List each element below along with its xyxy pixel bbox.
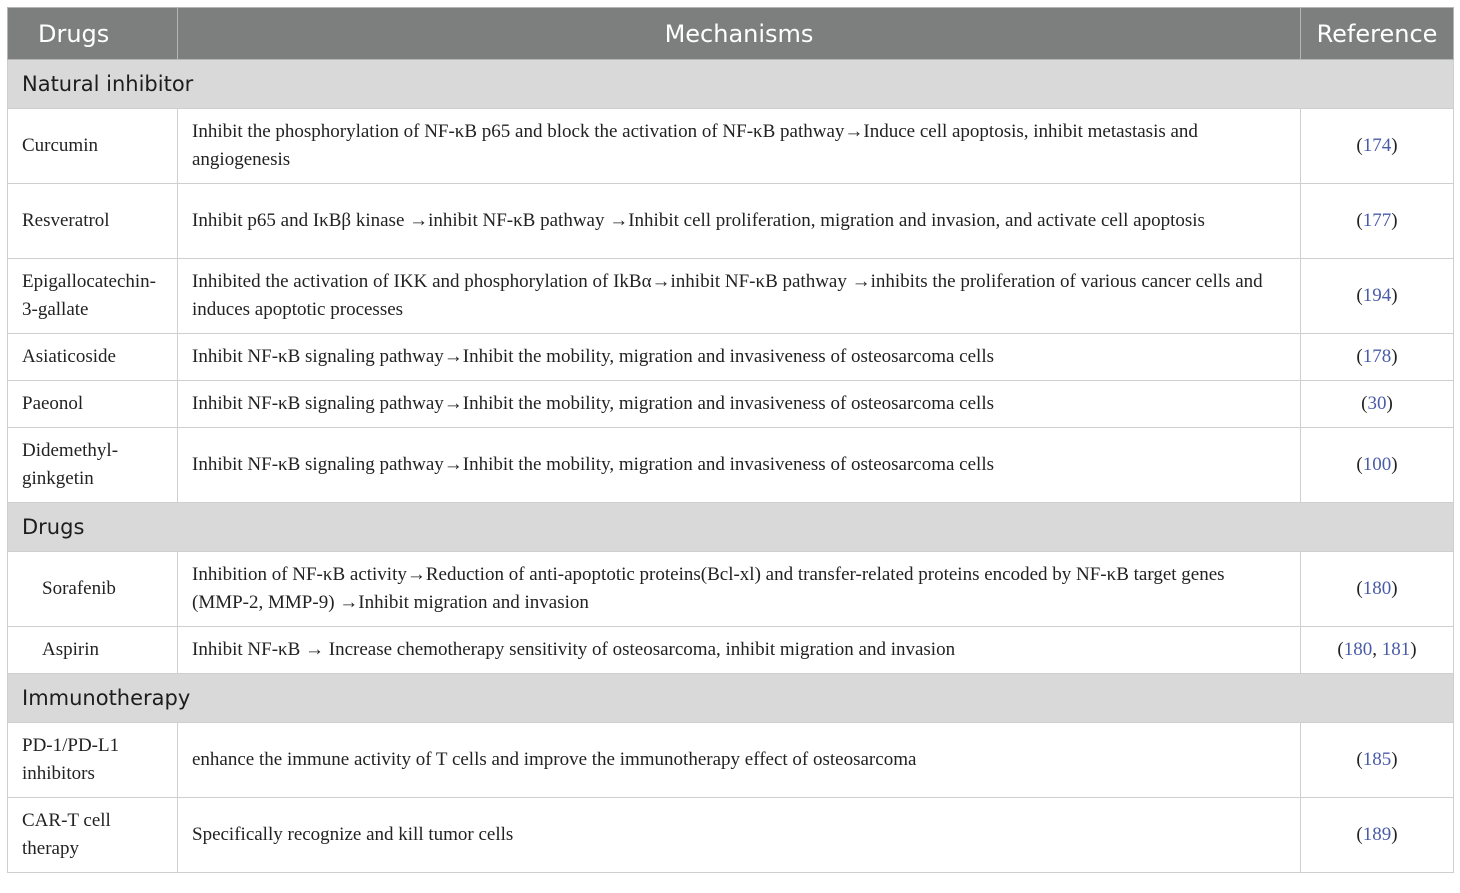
reference-cell: (194) <box>1301 259 1454 334</box>
reference-cell: (185) <box>1301 723 1454 798</box>
mechanism-text: Inhibit NF-κB signaling pathway→Inhibit the mobility, migration and invasiveness of osteosarcoma cells <box>178 334 1301 381</box>
drug-name: Epigallocatechin-3-gallate <box>8 259 178 334</box>
mechanism-text: enhance the immune activity of T cells and improve the immunotherapy effect of osteosarcoma <box>178 723 1301 798</box>
mechanism-text: Inhibit NF-κB → Increase chemotherapy sensitivity of osteosarcoma, inhibit migration and invasion <box>178 627 1301 674</box>
section-title: Natural inhibitor <box>8 60 1454 109</box>
column-header-reference: Reference <box>1301 8 1454 60</box>
table-row <box>8 428 1454 503</box>
table-row <box>8 334 1454 381</box>
section-row <box>8 503 1454 552</box>
drug-name: Curcumin <box>8 109 178 184</box>
table-row <box>8 723 1454 798</box>
table-row <box>8 798 1454 873</box>
reference-link[interactable]: 180 <box>1343 639 1373 660</box>
mechanism-text: Inhibit NF-κB signaling pathway→Inhibit the mobility, migration and invasiveness of osteosarcoma cells <box>178 381 1301 428</box>
section-title: Immunotherapy <box>8 674 1454 723</box>
mechanism-text: Inhibit NF-κB signaling pathway→Inhibit the mobility, migration and invasiveness of osteosarcoma cells <box>178 428 1301 503</box>
mechanism-text: Inhibition of NF-κB activity→Reduction of anti-apoptotic proteins(Bcl-xl) and transfer-related proteins encoded by NF-κB target genes (MMP-2, MMP-9) →Inhibit migration and invasion <box>178 552 1301 627</box>
reference-cell: (180, 181) <box>1301 627 1454 674</box>
reference-cell: (180) <box>1301 552 1454 627</box>
drug-mechanism-table <box>7 7 1454 873</box>
drug-name: Asiaticoside <box>8 334 178 381</box>
reference-cell: (30) <box>1301 381 1454 428</box>
reference-link[interactable]: 100 <box>1362 454 1392 475</box>
table-row <box>8 184 1454 259</box>
mechanism-text: Specifically recognize and kill tumor cells <box>178 798 1301 873</box>
header-row <box>8 8 1454 60</box>
drug-name: Didemethyl-ginkgetin <box>8 428 178 503</box>
mechanism-text: Inhibited the activation of IKK and phosphorylation of IkBα→inhibit NF-κB pathway →inhibits the proliferation of various cancer cells and induces apoptotic processes <box>178 259 1301 334</box>
reference-cell: (174) <box>1301 109 1454 184</box>
reference-cell: (177) <box>1301 184 1454 259</box>
reference-cell: (100) <box>1301 428 1454 503</box>
reference-cell: (189) <box>1301 798 1454 873</box>
reference-link[interactable]: 181 <box>1381 639 1411 660</box>
reference-cell: (178) <box>1301 334 1454 381</box>
drug-name: Sorafenib <box>8 552 178 627</box>
drug-name: Resveratrol <box>8 184 178 259</box>
reference-link[interactable]: 189 <box>1362 824 1392 845</box>
reference-link[interactable]: 178 <box>1362 346 1392 367</box>
column-header-mechanisms: Mechanisms <box>178 8 1301 60</box>
reference-link[interactable]: 194 <box>1362 285 1392 306</box>
table-row <box>8 627 1454 674</box>
section-title: Drugs <box>8 503 1454 552</box>
reference-link[interactable]: 185 <box>1362 749 1392 770</box>
reference-link[interactable]: 177 <box>1362 210 1392 231</box>
section-row <box>8 60 1454 109</box>
reference-link[interactable]: 180 <box>1362 578 1392 599</box>
mechanism-text: Inhibit p65 and IκBβ kinase →inhibit NF-κB pathway →Inhibit cell proliferation, migration and invasion, and activate cell apoptosis <box>178 184 1301 259</box>
reference-link[interactable]: 174 <box>1362 135 1392 156</box>
section-row <box>8 674 1454 723</box>
table-row <box>8 552 1454 627</box>
table-row <box>8 259 1454 334</box>
drug-name: CAR-T cell therapy <box>8 798 178 873</box>
drug-name: PD-1/PD-L1 inhibitors <box>8 723 178 798</box>
table-row <box>8 381 1454 428</box>
table-row <box>8 109 1454 184</box>
mechanism-text: Inhibit the phosphorylation of NF-κB p65 and block the activation of NF-κB pathway→Induce cell apoptosis, inhibit metastasis and angiogenesis <box>178 109 1301 184</box>
column-header-drugs: Drugs <box>8 8 178 60</box>
reference-link[interactable]: 30 <box>1367 393 1387 414</box>
drug-name: Aspirin <box>8 627 178 674</box>
drug-name: Paeonol <box>8 381 178 428</box>
